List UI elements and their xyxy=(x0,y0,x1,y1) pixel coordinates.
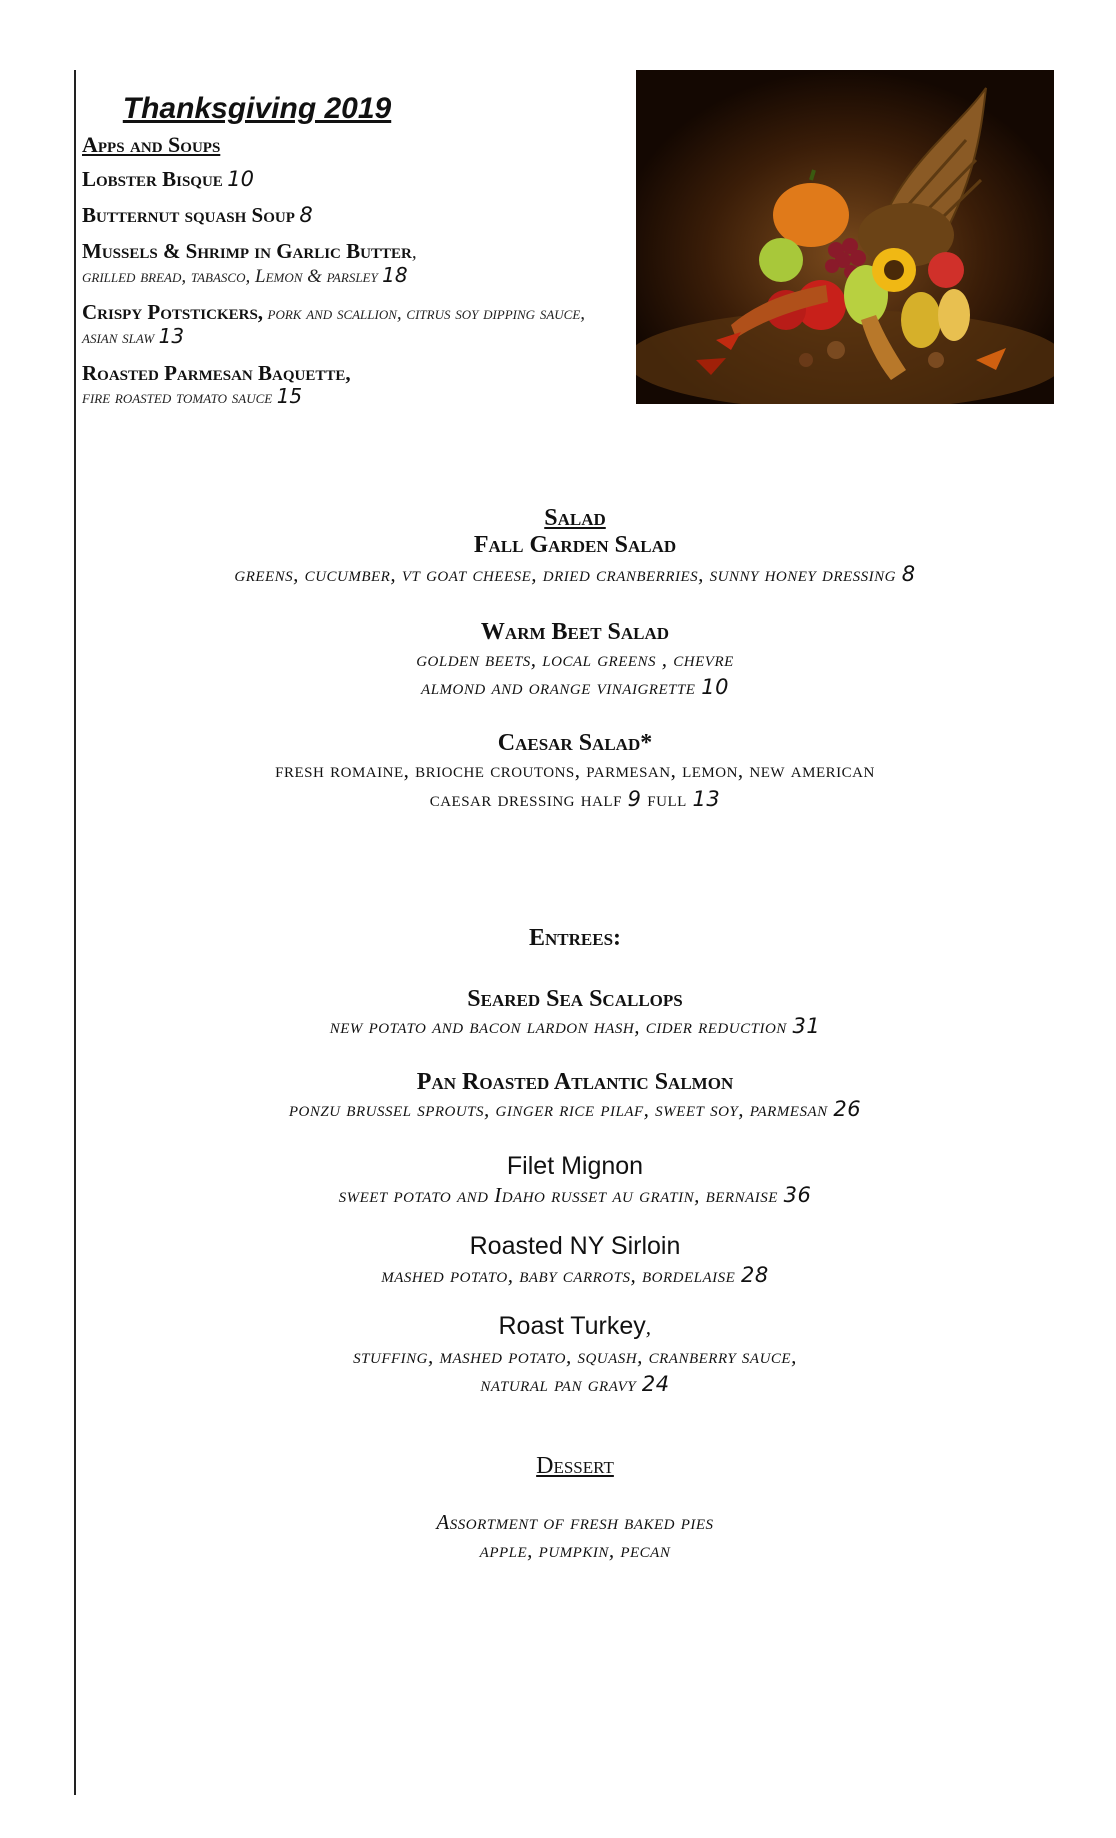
app-item xyxy=(82,204,622,227)
dish-price: 24 xyxy=(641,1371,670,1396)
cornucopia-illustration xyxy=(636,70,1054,404)
dish-desc-text: ponzu brussel sprouts, ginger rice pilaf, sweet soy, parmesan xyxy=(288,1097,828,1122)
dish-desc xyxy=(120,1181,1030,1209)
app-price: 10 xyxy=(227,167,254,191)
dish-desc xyxy=(120,673,1030,701)
dish-name: Roast Turkey xyxy=(498,1312,646,1341)
dish-name-row xyxy=(120,1313,1030,1341)
dish-desc-text: caesar dressing half xyxy=(429,786,622,811)
dish-desc-text: almond and orange vinaigrette xyxy=(421,675,696,700)
dish-desc xyxy=(120,1095,1030,1123)
app-item xyxy=(82,240,622,288)
app-item xyxy=(82,362,622,409)
dish-name: Warm Beet Salad xyxy=(480,618,670,645)
app-name: Mussels & Shrimp in Garlic Butter xyxy=(82,239,412,264)
dish-desc-text: mashed potato, baby carrots, bordelaise xyxy=(381,1262,736,1287)
dish-desc-text: sweet potato and Idaho russet au gratin, bernaise xyxy=(338,1182,778,1207)
dish-desc xyxy=(120,1261,1030,1289)
dish-desc: stuffing, mashed potato, squash, cranberry sauce, xyxy=(353,1343,797,1368)
app-item xyxy=(82,168,622,191)
dessert-heading: Dessert xyxy=(536,1453,614,1479)
dish-desc xyxy=(195,560,955,588)
app-name: Crispy Potstickers, xyxy=(82,299,264,324)
dish-name: Seared Sea Scallops xyxy=(467,986,683,1012)
dish-desc xyxy=(120,1370,1030,1398)
app-name-suffix: , xyxy=(411,242,417,264)
salad-heading: Salad xyxy=(544,505,606,531)
app-desc: grilled bread, tabasco, Lemon & parsley xyxy=(82,266,378,288)
dish-desc xyxy=(120,785,1030,813)
entrees-heading: Entrees: xyxy=(528,925,622,951)
app-name: Butternut squash Soup xyxy=(82,203,295,228)
dish-name: Caesar Salad* xyxy=(497,729,653,756)
dish-desc xyxy=(120,1012,1030,1040)
dish-price: 31 xyxy=(792,1014,821,1039)
dessert-section xyxy=(120,1453,1030,1565)
app-price: 18 xyxy=(382,263,408,288)
app-desc: fire roasted tomato sauce xyxy=(82,386,273,408)
dish-desc: fresh romaine, brioche croutons, parmesan, lemon, new american xyxy=(275,758,875,783)
dish-price: 10 xyxy=(701,675,729,700)
dessert-line: apple, pumpkin, pecan xyxy=(479,1538,671,1563)
dish-desc-text: greens, cucumber, vt goat cheese, dried cranberries, sunny honey dressing xyxy=(234,562,902,587)
dessert-line: Assortment of fresh baked pies xyxy=(436,1510,714,1534)
dish-desc-text: natural pan gravy xyxy=(480,1371,637,1396)
dish-name: Fall Garden Salad xyxy=(473,532,677,558)
dish-name: Roasted NY Sirloin xyxy=(469,1232,681,1261)
app-item xyxy=(82,301,602,349)
dish-name: Pan Roasted Atlantic Salmon xyxy=(416,1068,734,1095)
dish-desc-text: full xyxy=(647,786,687,811)
entrees-section xyxy=(120,925,1030,1398)
dish-name-suffix: , xyxy=(645,1315,652,1340)
apps-heading: Apps and Soups xyxy=(82,132,221,157)
dish-desc-text: new potato and bacon lardon hash, cider reduction xyxy=(329,1014,787,1039)
cornucopia-image xyxy=(636,70,1054,404)
app-name: Roasted Parmesan Baquette, xyxy=(82,360,351,385)
left-margin-rule xyxy=(74,70,76,1795)
dish-price-half: 9 xyxy=(627,786,642,811)
app-name: Lobster Bisque xyxy=(82,167,223,191)
app-price: 8 xyxy=(299,203,313,228)
dish-price: 28 xyxy=(741,1262,769,1287)
dish-name: Filet Mignon xyxy=(506,1152,644,1181)
dish-price: 36 xyxy=(783,1182,812,1207)
dish-price-full: 13 xyxy=(692,786,721,811)
apps-section xyxy=(82,92,622,422)
dish-price: 8 xyxy=(901,562,916,587)
app-desc: pork and scallion, citrus soy dipping sauce, asian slaw xyxy=(82,302,586,348)
app-price: 13 xyxy=(158,323,185,348)
salad-section xyxy=(120,505,1030,813)
dish-desc: golden beets, local greens , chevre xyxy=(416,647,734,672)
app-price: 15 xyxy=(276,383,303,408)
menu-title: Thanksgiving 2019 xyxy=(122,92,392,125)
dish-price: 26 xyxy=(833,1097,862,1122)
